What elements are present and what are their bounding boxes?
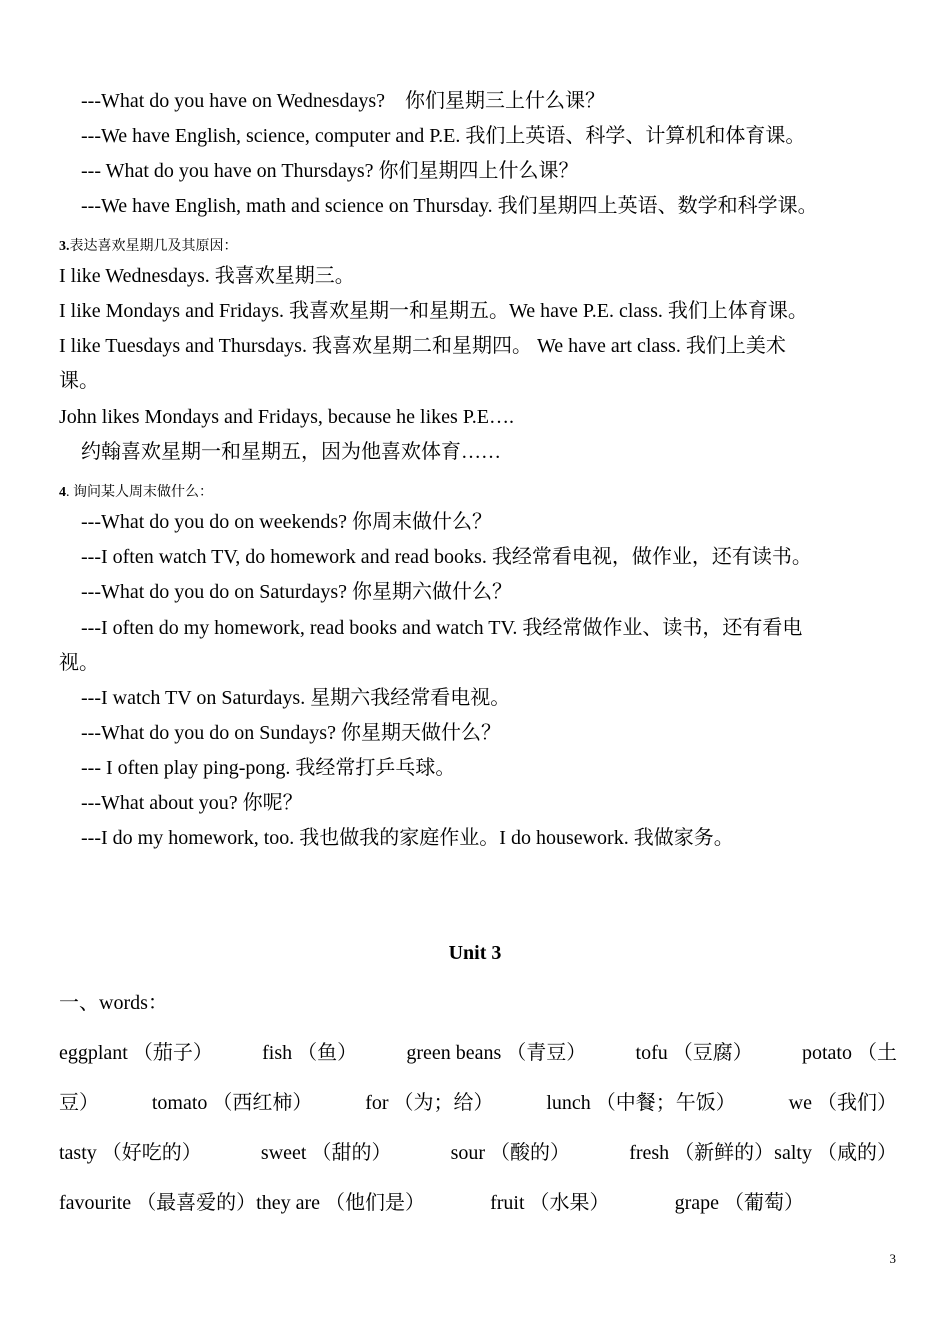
dialog-line: ---What do you do on weekends? 你周末做什么？ [81,511,493,533]
dialog-line: ---We have English, science, computer and P.E. 我们上英语、科学、计算机和体育课。 [81,125,806,147]
word-entry: grape （葡萄） [674,1192,804,1214]
text-line: I like Wednesdays. 我喜欢星期三。 [59,265,355,287]
word-entry: tasty （好吃的） [59,1142,202,1164]
word-entry: fruit （水果） [490,1192,610,1214]
section-4-heading [59,484,213,502]
text-line: John likes Mondays and Fridays, because he likes P.E…. [59,406,514,428]
word-entry: for （为；给） [365,1092,494,1114]
section-4-number: 4 [59,485,66,500]
text-line: I like Tuesdays and Thursdays. 我喜欢星期二和星期四。 We have art class. 我们上美术 [59,335,786,357]
word-entry: fish （鱼） [262,1042,358,1064]
word-entry: potato （土 [801,1042,897,1064]
unit-title: Unit 3 [448,942,502,964]
dialog-line: ---I do my homework, too. 我也做我的家庭作业。I do housework. 我做家务。 [81,827,734,849]
word-entry: 豆） [59,1092,99,1114]
text-line: 约翰喜欢星期一和星期五，因为他喜欢体育…… [81,441,501,463]
word-entry: sour （酸的） [450,1142,571,1164]
word-entry: tomato （西红柿） [151,1092,313,1114]
dialog-line: ---I often watch TV, do homework and read books. 我经常看电视，做作业，还有读书。 [81,546,812,568]
dialog-line: ---What do you do on Saturdays? 你星期六做什么？ [81,581,513,603]
word-entry: green beans （青豆） [406,1042,587,1064]
word-entry: favourite （最喜爱的）they are （他们是） [59,1192,426,1214]
dialog-line: ---What about you? 你呢？ [81,792,303,814]
dialog-line: ---I often do my homework, read books and watch TV. 我经常做作业、读书，还有看电 [81,617,803,639]
text-line: 课。 [59,370,99,392]
section-3-title: 表达喜欢星期几及其原因： [69,239,238,254]
dialog-line: ---What do you have on Wednesdays? 你们星期三上什么课？ [81,90,606,112]
word-row [59,1140,897,1166]
dialog-line: ---We have English, math and science on Thursday. 我们星期四上英语、数学和科学课。 [81,195,818,217]
dialog-line: ---What do you do on Sundays? 你星期天做什么？ [81,722,501,744]
section-3-heading [59,238,238,256]
word-entry: lunch （中餐；午饭） [546,1092,736,1114]
dialog-line: 视。 [59,652,99,674]
word-entry: eggplant （茄子） [59,1042,213,1064]
word-entry: we （我们） [788,1092,897,1114]
dialog-line: --- I often play ping-pong. 我经常打乒乓球。 [81,757,456,779]
word-entry: tofu （豆腐） [635,1042,753,1064]
word-entry: sweet （甜的） [260,1142,392,1164]
word-entry: fresh （新鲜的）salty （咸的） [629,1142,897,1164]
section-3-number: 3. [59,239,70,254]
word-row [59,1040,897,1066]
dialog-line: --- What do you have on Thursdays? 你们星期四上什么课？ [81,160,579,182]
text-line: I like Mondays and Fridays. 我喜欢星期一和星期五。We have P.E. class. 我们上体育课。 [59,300,808,322]
words-heading: 一、words： [59,992,168,1014]
word-row [59,1090,897,1116]
word-row [59,1190,804,1216]
dialog-line: ---I watch TV on Saturdays. 星期六我经常看电视。 [81,687,511,709]
page-number: 3 [889,1251,896,1266]
section-4-title: . 询问某人周末做什么： [66,485,213,500]
